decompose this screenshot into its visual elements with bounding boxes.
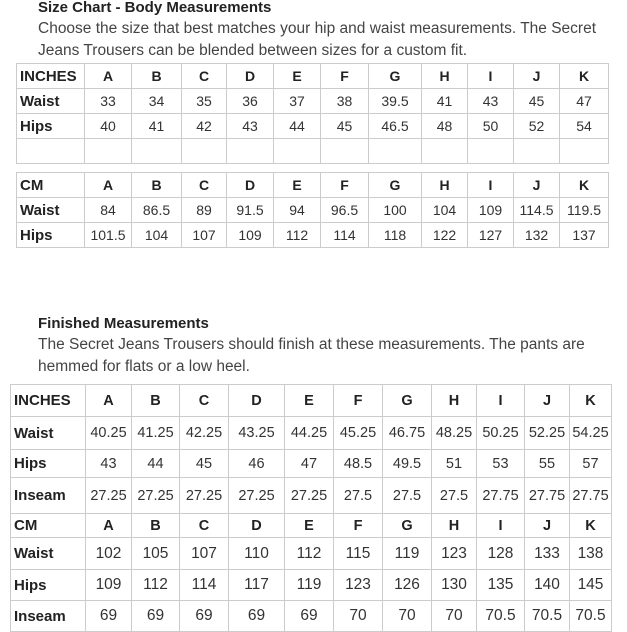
size-header: J xyxy=(525,514,570,538)
table-row xyxy=(17,198,609,223)
table-cell: 27.5 xyxy=(334,478,383,514)
table-cell: 69 xyxy=(285,601,334,632)
size-header: E xyxy=(274,64,321,89)
table-cell: 45.25 xyxy=(334,417,383,450)
table-cell: 86.5 xyxy=(132,198,182,223)
table-cell: 119 xyxy=(383,538,432,570)
row-label: Inseam xyxy=(11,601,86,632)
table-cell: 37 xyxy=(274,89,321,114)
size-header: D xyxy=(227,173,274,198)
table-cell: 40.25 xyxy=(86,417,132,450)
table-cell: 41.25 xyxy=(132,417,180,450)
table-cell: 49.5 xyxy=(383,450,432,478)
table-cell: 128 xyxy=(477,538,525,570)
table-cell: 45 xyxy=(321,114,369,139)
size-header: C xyxy=(182,173,227,198)
unit-label: CM xyxy=(11,514,86,538)
table-cell: 117 xyxy=(229,570,285,601)
table-cell: 50 xyxy=(468,114,514,139)
size-header: B xyxy=(132,514,180,538)
table-row xyxy=(11,450,612,478)
row-label: Waist xyxy=(17,89,85,114)
size-header: G xyxy=(369,64,422,89)
table-cell: 114 xyxy=(180,570,229,601)
table-row xyxy=(17,223,609,248)
table-cell: 109 xyxy=(86,570,132,601)
table-cell: 94 xyxy=(274,198,321,223)
table-cell: 115 xyxy=(334,538,383,570)
body-cm-table xyxy=(16,172,609,248)
table-row xyxy=(17,114,609,139)
size-header: J xyxy=(525,385,570,417)
row-label: Waist xyxy=(11,417,86,450)
table-cell: 101.5 xyxy=(85,223,132,248)
size-header: E xyxy=(274,173,321,198)
size-header: A xyxy=(85,64,132,89)
size-header: K xyxy=(560,64,609,89)
row-label: Hips xyxy=(11,570,86,601)
size-header: H xyxy=(422,173,468,198)
table-cell: 96.5 xyxy=(321,198,369,223)
row-label: Hips xyxy=(17,114,85,139)
size-header: E xyxy=(285,514,334,538)
table-cell: 27.25 xyxy=(229,478,285,514)
size-header: A xyxy=(85,173,132,198)
size-chart-title: Size Chart - Body Measurements xyxy=(38,0,272,16)
size-header: D xyxy=(229,385,285,417)
table-cell: 119.5 xyxy=(560,198,609,223)
table-cell: 27.5 xyxy=(383,478,432,514)
table-cell: 130 xyxy=(432,570,477,601)
table-cell: 107 xyxy=(182,223,227,248)
table-cell: 70.5 xyxy=(570,601,612,632)
table-cell: 43 xyxy=(468,89,514,114)
table-cell: 42.25 xyxy=(180,417,229,450)
size-chart-description: Choose the size that best matches your hip and waist measurements. The Secret Jeans Trousers can be blended between sizes for a custom fit. xyxy=(38,20,596,59)
table-cell: 41 xyxy=(422,89,468,114)
body-inches-table xyxy=(16,63,609,164)
table-cell: 126 xyxy=(383,570,432,601)
size-header: B xyxy=(132,385,180,417)
table-row xyxy=(11,570,612,601)
table-cell: 109 xyxy=(468,198,514,223)
table-cell: 57 xyxy=(570,450,612,478)
size-header: B xyxy=(132,173,182,198)
table-cell: 133 xyxy=(525,538,570,570)
table-cell: 27.25 xyxy=(180,478,229,514)
table-cell: 114 xyxy=(321,223,369,248)
table-cell: 27.5 xyxy=(432,478,477,514)
size-header: A xyxy=(86,385,132,417)
size-header: I xyxy=(477,385,525,417)
size-header: I xyxy=(468,64,514,89)
size-header: I xyxy=(477,514,525,538)
table-cell: 122 xyxy=(422,223,468,248)
row-label: Inseam xyxy=(11,478,86,514)
table-cell: 45 xyxy=(514,89,560,114)
table-cell: 84 xyxy=(85,198,132,223)
row-label: Waist xyxy=(17,198,85,223)
table-cell: 44.25 xyxy=(285,417,334,450)
table-cell: 69 xyxy=(132,601,180,632)
table-cell: 41 xyxy=(132,114,182,139)
table-cell: 114.5 xyxy=(514,198,560,223)
table-cell: 27.75 xyxy=(477,478,525,514)
table-cell: 52 xyxy=(514,114,560,139)
row-label: Hips xyxy=(11,450,86,478)
size-header: C xyxy=(180,385,229,417)
size-header: F xyxy=(321,64,369,89)
table-cell: 104 xyxy=(422,198,468,223)
size-header: H xyxy=(432,514,477,538)
table-cell: 100 xyxy=(369,198,422,223)
table-cell: 55 xyxy=(525,450,570,478)
size-header: H xyxy=(432,385,477,417)
table-cell: 140 xyxy=(525,570,570,601)
table-cell: 127 xyxy=(468,223,514,248)
table-cell: 45 xyxy=(180,450,229,478)
size-header: E xyxy=(285,385,334,417)
size-header: C xyxy=(180,514,229,538)
table-cell: 46.5 xyxy=(369,114,422,139)
table-cell: 105 xyxy=(132,538,180,570)
size-header: F xyxy=(321,173,369,198)
row-label: Hips xyxy=(17,223,85,248)
table-cell: 44 xyxy=(274,114,321,139)
size-header: C xyxy=(182,64,227,89)
table-cell: 46.75 xyxy=(383,417,432,450)
table-cell: 47 xyxy=(560,89,609,114)
table-cell: 43 xyxy=(227,114,274,139)
table-row xyxy=(11,417,612,450)
size-header: J xyxy=(514,173,560,198)
finished-measurements-table xyxy=(10,384,612,632)
body-inches-header-row xyxy=(17,64,609,89)
table-cell: 70.5 xyxy=(477,601,525,632)
size-header: K xyxy=(570,514,612,538)
table-cell: 39.5 xyxy=(369,89,422,114)
unit-label: INCHES xyxy=(11,385,86,417)
table-cell: 138 xyxy=(570,538,612,570)
table-cell: 48.5 xyxy=(334,450,383,478)
table-cell: 123 xyxy=(334,570,383,601)
row-label: Waist xyxy=(11,538,86,570)
size-header: F xyxy=(334,385,383,417)
table-cell: 109 xyxy=(227,223,274,248)
table-cell: 51 xyxy=(432,450,477,478)
table-cell: 70 xyxy=(383,601,432,632)
size-header: D xyxy=(227,64,274,89)
table-cell: 70 xyxy=(432,601,477,632)
unit-label: CM xyxy=(17,173,85,198)
table-cell: 110 xyxy=(229,538,285,570)
body-cm-header-row xyxy=(17,173,609,198)
table-cell: 123 xyxy=(432,538,477,570)
table-cell: 69 xyxy=(180,601,229,632)
finished-cm-header-row xyxy=(11,514,612,538)
table-cell: 27.25 xyxy=(285,478,334,514)
table-cell: 53 xyxy=(477,450,525,478)
table-cell: 145 xyxy=(570,570,612,601)
table-row xyxy=(11,538,612,570)
table-cell: 27.75 xyxy=(525,478,570,514)
table-cell: 104 xyxy=(132,223,182,248)
table-cell: 27.25 xyxy=(132,478,180,514)
table-cell: 35 xyxy=(182,89,227,114)
table-cell: 36 xyxy=(227,89,274,114)
table-cell: 89 xyxy=(182,198,227,223)
size-header: I xyxy=(468,173,514,198)
size-header: G xyxy=(383,385,432,417)
table-cell: 70.5 xyxy=(525,601,570,632)
table-cell: 112 xyxy=(132,570,180,601)
table-cell: 44 xyxy=(132,450,180,478)
table-cell: 135 xyxy=(477,570,525,601)
table-cell: 137 xyxy=(560,223,609,248)
table-cell: 112 xyxy=(274,223,321,248)
size-header: J xyxy=(514,64,560,89)
size-header: K xyxy=(560,173,609,198)
size-header: G xyxy=(383,514,432,538)
table-cell: 48 xyxy=(422,114,468,139)
table-cell: 46 xyxy=(229,450,285,478)
size-header: K xyxy=(570,385,612,417)
table-cell: 69 xyxy=(229,601,285,632)
table-cell: 40 xyxy=(85,114,132,139)
table-cell: 42 xyxy=(182,114,227,139)
finished-inches-header-row xyxy=(11,385,612,417)
table-cell: 43 xyxy=(86,450,132,478)
size-header: B xyxy=(132,64,182,89)
table-cell: 69 xyxy=(86,601,132,632)
table-cell: 107 xyxy=(180,538,229,570)
table-cell: 118 xyxy=(369,223,422,248)
size-header: A xyxy=(86,514,132,538)
unit-label: INCHES xyxy=(17,64,85,89)
size-header: H xyxy=(422,64,468,89)
table-cell: 54 xyxy=(560,114,609,139)
spacer-row xyxy=(17,139,609,164)
table-cell: 132 xyxy=(514,223,560,248)
size-header: D xyxy=(229,514,285,538)
table-cell: 91.5 xyxy=(227,198,274,223)
table-cell: 27.75 xyxy=(570,478,612,514)
table-cell: 43.25 xyxy=(229,417,285,450)
size-header: F xyxy=(334,514,383,538)
table-cell: 47 xyxy=(285,450,334,478)
table-row xyxy=(11,478,612,514)
table-cell: 102 xyxy=(86,538,132,570)
table-cell: 70 xyxy=(334,601,383,632)
table-cell: 34 xyxy=(132,89,182,114)
finished-measurements-description: The Secret Jeans Trousers should finish at these measurements. The pants are hemmed for flats or a low heel. xyxy=(38,336,585,375)
size-header: G xyxy=(369,173,422,198)
table-cell: 27.25 xyxy=(86,478,132,514)
table-cell: 50.25 xyxy=(477,417,525,450)
finished-measurements-title: Finished Measurements xyxy=(38,315,209,332)
table-row xyxy=(17,89,609,114)
table-cell: 38 xyxy=(321,89,369,114)
table-cell: 112 xyxy=(285,538,334,570)
table-cell: 52.25 xyxy=(525,417,570,450)
table-cell: 54.25 xyxy=(570,417,612,450)
table-cell: 48.25 xyxy=(432,417,477,450)
table-cell: 119 xyxy=(285,570,334,601)
table-cell: 33 xyxy=(85,89,132,114)
